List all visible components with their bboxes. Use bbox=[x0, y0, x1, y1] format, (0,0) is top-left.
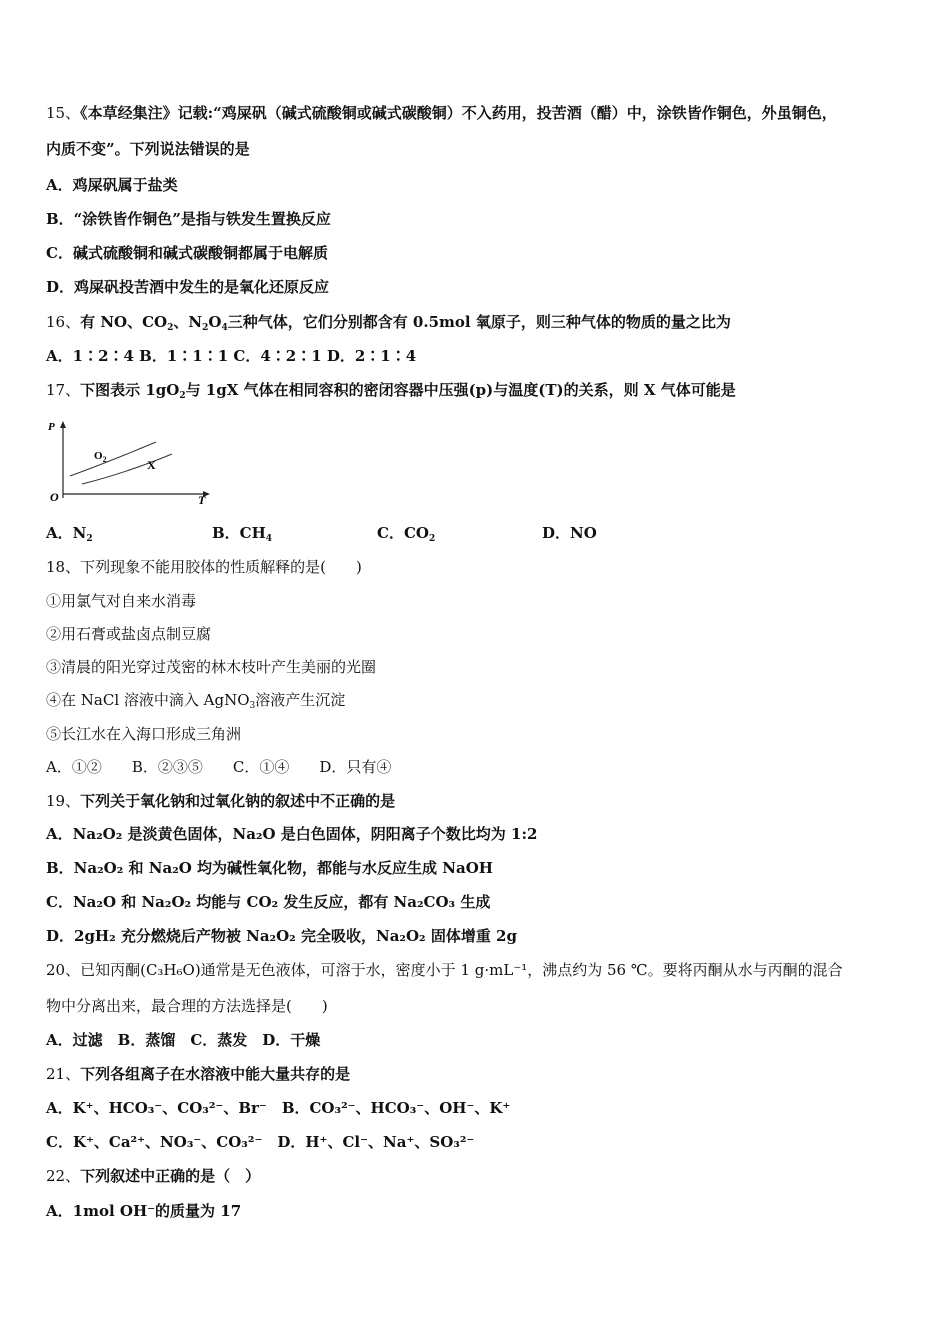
q17-sub: 2 bbox=[179, 391, 186, 401]
o2-curve-label: $O_2$ bbox=[94, 450, 107, 464]
q16-text-2: 、N bbox=[173, 313, 203, 331]
q17-text-1: 下图表示 1gO bbox=[80, 381, 180, 399]
q22-option-a: A．1mol OH⁻的质量为 17 bbox=[46, 1202, 242, 1220]
q20-stem-line1: 已知丙酮(C₃H₆O)通常是无色液体，可溶于水，密度小于 1 g·mL⁻¹，沸点约为 56 ℃。要将丙酮从水与丙酮的混合 bbox=[80, 961, 843, 979]
q16-sub-1: 2 bbox=[167, 323, 174, 333]
q18-options: A．①② B．②③⑤ C．①④ D．只有④ bbox=[46, 758, 392, 776]
q16-text-1: 有 NO、CO bbox=[80, 313, 168, 331]
pressure-temperature-graph bbox=[46, 418, 216, 508]
q15-line1 bbox=[46, 103, 837, 123]
q17-option-b-text: B．CH bbox=[212, 524, 266, 542]
q19-option-a: A．Na₂O₂ 是淡黄色固体，Na₂O 是白色固体，阴阳离子个数比均为 1:2 bbox=[46, 825, 538, 843]
origin-label: O bbox=[50, 490, 59, 504]
q18-stem bbox=[46, 557, 362, 577]
q17-option-d: D．NO bbox=[542, 524, 597, 542]
q18-item-4-sub: 3 bbox=[249, 701, 256, 711]
q16-number: 16、 bbox=[46, 313, 81, 331]
q15-number: 15、 bbox=[46, 104, 81, 122]
q17-option-a-text: A．N bbox=[46, 524, 87, 542]
q17-number: 17、 bbox=[46, 381, 81, 399]
q18-item-2: ②用石膏或盐卤点制豆腐 bbox=[46, 625, 212, 643]
q16-text-3: O bbox=[208, 313, 222, 331]
q18-number: 18、 bbox=[46, 558, 81, 576]
q17-text-2: 与 1gX 气体在相同容积的密闭容器中压强(p)与温度(T)的关系，则 X 气体可能是 bbox=[185, 381, 736, 399]
q17-option-c bbox=[377, 523, 435, 543]
q18-item-1: ①用氯气对自来水消毒 bbox=[46, 592, 197, 610]
q15-stem-line1: 《本草经集注》记载:“鸡屎矾（碱式硫酸铜或碱式碳酸铜）不入药用，投苦酒（醋）中，涂铁皆作铜色，外虽铜色， bbox=[80, 104, 837, 122]
q18-item-4 bbox=[46, 690, 345, 710]
q15-option-a: A．鸡屎矾属于盐类 bbox=[46, 176, 178, 194]
q15-option-d: D．鸡屎矾投苦酒中发生的是氧化还原反应 bbox=[46, 278, 330, 296]
q18-item-3: ③清晨的阳光穿过茂密的林木枝叶产生美丽的光圈 bbox=[46, 658, 377, 676]
q15-option-c: C．碱式硫酸铜和碱式碳酸铜都属于电解质 bbox=[46, 244, 328, 262]
q15-stem-line2: 内质不变”。下列说法错误的是 bbox=[46, 140, 250, 158]
x-axis-label: T bbox=[198, 493, 206, 507]
q22-stem-text: 下列叙述中正确的是（ ） bbox=[80, 1167, 261, 1185]
q17-option-a bbox=[46, 523, 93, 543]
q17-option-b-sub: 4 bbox=[265, 534, 273, 544]
q17-option-c-sub: 2 bbox=[428, 534, 436, 544]
q21-options-ab: A．K⁺、HCO₃⁻、CO₃²⁻、Br⁻ B．CO₃²⁻、HCO₃⁻、OH⁻、K⁺ bbox=[46, 1099, 511, 1117]
x-curve-label: X bbox=[147, 458, 156, 472]
q19-stem bbox=[46, 791, 395, 811]
y-axis-arrow bbox=[60, 421, 66, 428]
q18-item-5: ⑤长江水在入海口形成三角洲 bbox=[46, 725, 242, 743]
q16-text-4: 三种气体，它们分别都含有 0.5mol 氧原子，则三种气体的物质的量之比为 bbox=[227, 313, 731, 331]
q16-sub-3: 4 bbox=[221, 323, 228, 333]
o2-curve bbox=[70, 442, 156, 476]
q22-stem bbox=[46, 1166, 260, 1186]
q20-options: A．过滤 B．蒸馏 C．蒸发 D．干燥 bbox=[46, 1031, 321, 1049]
q17-option-b bbox=[212, 523, 272, 543]
q19-number: 19、 bbox=[46, 792, 81, 810]
q19-option-b: B．Na₂O₂ 和 Na₂O 均为碱性氧化物，都能与水反应生成 NaOH bbox=[46, 859, 493, 877]
q19-option-d: D．2gH₂ 充分燃烧后产物被 Na₂O₂ 完全吸收，Na₂O₂ 固体增重 2g bbox=[46, 927, 517, 945]
q17-option-c-text: C．CO bbox=[377, 524, 429, 542]
q18-stem-text: 下列现象不能用胶体的性质解释的是( ) bbox=[80, 558, 362, 576]
q19-stem-text: 下列关于氧化钠和过氧化钠的叙述中不正确的是 bbox=[80, 792, 396, 810]
q16-sub-2: 2 bbox=[202, 323, 209, 333]
q20-number: 20、 bbox=[46, 961, 81, 979]
q16-stem bbox=[46, 312, 731, 332]
q18-item-4-text-2: 溶液产生沉淀 bbox=[255, 691, 346, 709]
q21-stem bbox=[46, 1064, 350, 1084]
q17-option-a-sub: 2 bbox=[86, 534, 93, 544]
q21-stem-text: 下列各组离子在水溶液中能大量共存的是 bbox=[80, 1065, 351, 1083]
q18-item-4-text-1: ④在 NaCl 溶液中滴入 AgNO bbox=[46, 691, 250, 709]
q15-option-b: B．“涂铁皆作铜色”是指与铁发生置换反应 bbox=[46, 210, 331, 228]
q16-options: A．1∶2∶4 B．1∶1∶1 C．4∶2∶1 D．2∶1∶4 bbox=[46, 347, 417, 365]
q21-options-cd: C．K⁺、Ca²⁺、NO₃⁻、CO₃²⁻ D．H⁺、Cl⁻、Na⁺、SO₃²⁻ bbox=[46, 1133, 475, 1151]
q21-number: 21、 bbox=[46, 1065, 81, 1083]
q19-option-c: C．Na₂O 和 Na₂O₂ 均能与 CO₂ 发生反应，都有 Na₂CO₃ 生成 bbox=[46, 893, 491, 911]
y-axis-label: P bbox=[48, 421, 55, 433]
q20-line1 bbox=[46, 960, 843, 980]
q22-number: 22、 bbox=[46, 1167, 81, 1185]
q20-stem-line2: 物中分离出来，最合理的方法选择是( ) bbox=[46, 997, 328, 1015]
q17-stem bbox=[46, 380, 736, 400]
